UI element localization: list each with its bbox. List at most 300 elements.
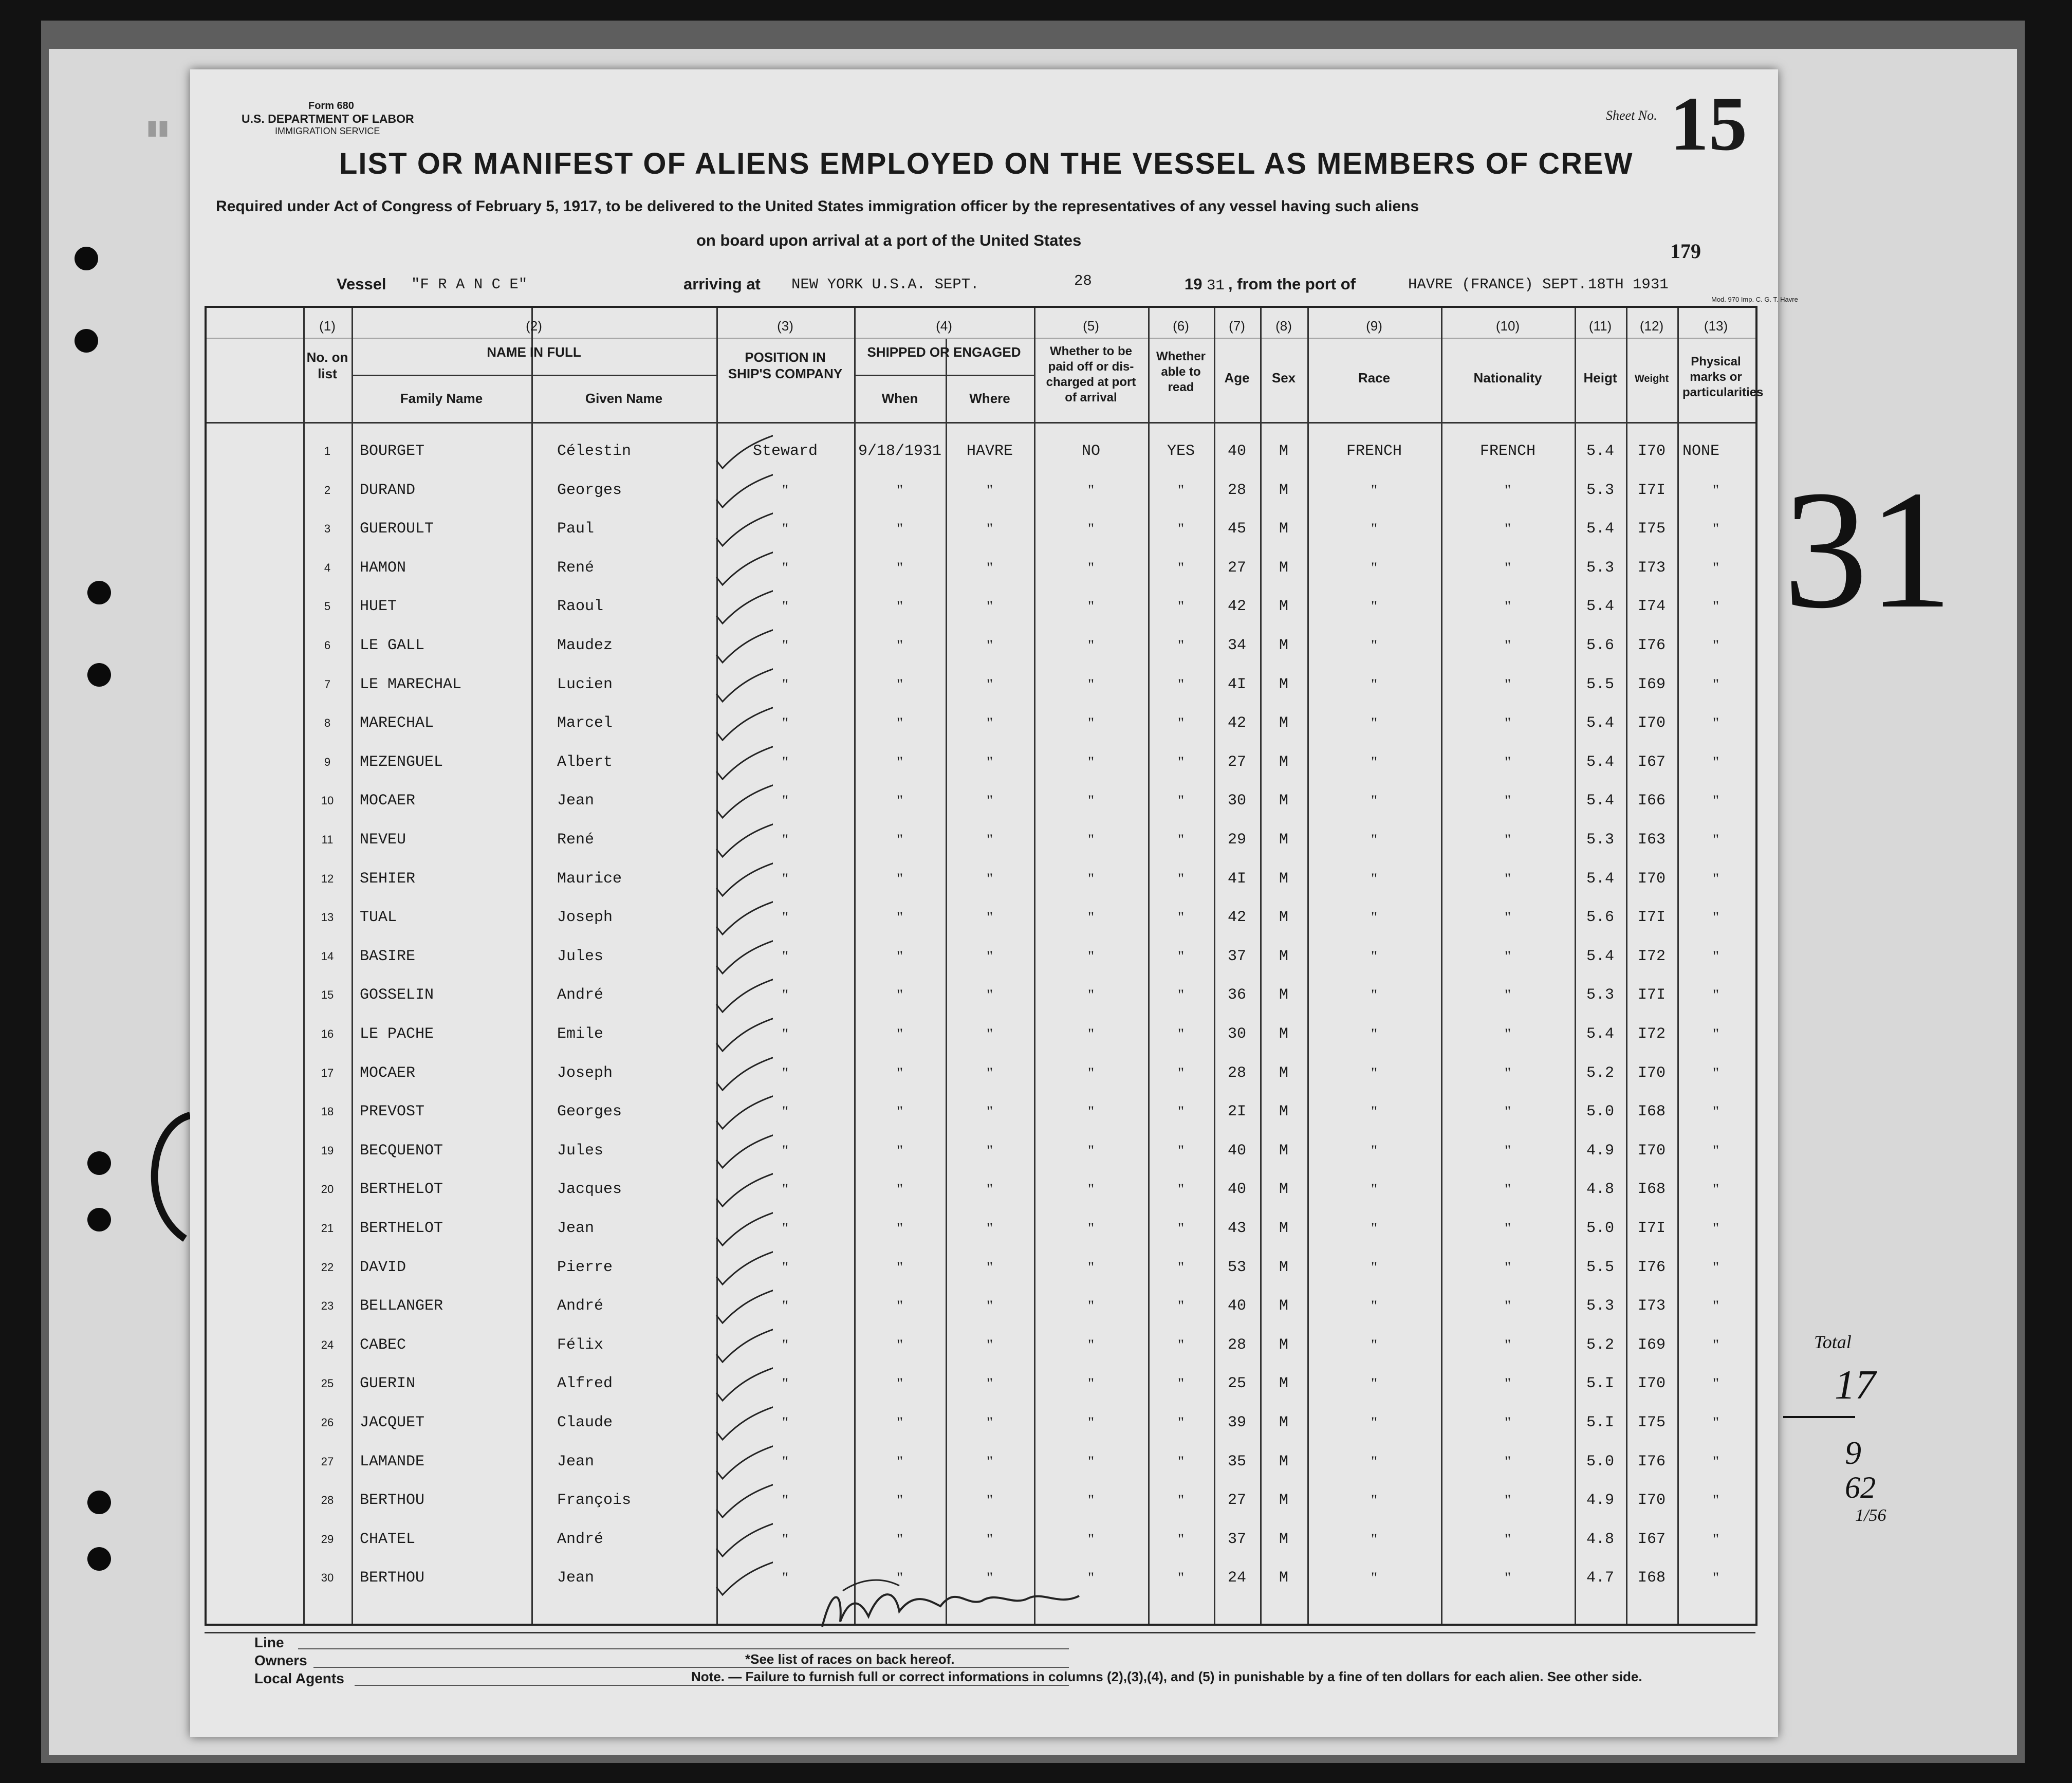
col-number-10: (10) (1495, 318, 1520, 334)
header-sex: Sex (1271, 370, 1296, 385)
ditto-mark: " (896, 1025, 903, 1042)
col-number-1: (1) (319, 318, 336, 334)
ditto-mark: " (1087, 559, 1095, 576)
ditto-mark: " (1712, 559, 1719, 576)
line-label: Line (254, 1634, 284, 1650)
height: 5.3 (1586, 559, 1614, 577)
height: 5.2 (1586, 1064, 1614, 1082)
ditto-mark: " (896, 1220, 903, 1237)
age: 34 (1227, 637, 1246, 654)
sex: M (1279, 1375, 1288, 1393)
row-number: 6 (324, 639, 331, 652)
weight: I70 (1637, 443, 1666, 460)
ditto-mark: " (1504, 1569, 1511, 1587)
check-mark (711, 1326, 773, 1367)
year-prefix: 19 (1185, 275, 1202, 293)
ditto-mark: " (782, 1336, 789, 1353)
age: 40 (1227, 1142, 1246, 1160)
height: 4.8 (1586, 1181, 1614, 1199)
check-mark (711, 1170, 773, 1211)
ditto-mark: " (1087, 598, 1095, 615)
ditto-mark: " (1504, 1142, 1511, 1159)
row-number: 3 (324, 522, 331, 536)
check-mark (711, 432, 773, 473)
sex: M (1279, 986, 1288, 1004)
family-name: GOSSELIN (360, 986, 434, 1004)
given-name: Jacques (557, 1181, 622, 1199)
ditto-mark: " (896, 1414, 903, 1431)
check-mark (711, 1015, 773, 1056)
ditto-mark: " (782, 1220, 789, 1237)
weight: I69 (1637, 1336, 1666, 1354)
ditto-mark: " (1371, 792, 1378, 810)
ditto-mark: " (1177, 1103, 1185, 1120)
given-name: René (557, 559, 595, 577)
ditto-mark: " (1087, 909, 1095, 926)
row-number: 22 (321, 1260, 334, 1274)
year-suffix: 31 (1207, 277, 1225, 294)
col-number-13: (13) (1704, 318, 1728, 334)
ditto-mark: " (986, 1453, 993, 1470)
height: 5.0 (1586, 1220, 1614, 1237)
ditto-mark: " (986, 1297, 993, 1315)
col-number-9: (9) (1366, 318, 1382, 334)
check-mark (711, 1404, 773, 1445)
ditto-mark: " (1371, 1569, 1378, 1587)
ditto-mark: " (782, 1453, 789, 1470)
sex: M (1279, 1569, 1288, 1587)
ditto-mark: " (1371, 1103, 1378, 1120)
ditto-mark: " (1177, 792, 1185, 810)
ditto-mark: " (986, 1336, 993, 1353)
ditto-mark: " (1371, 1375, 1378, 1392)
family-name: SEHIER (360, 870, 416, 888)
ditto-mark: " (1087, 1336, 1095, 1353)
ditto-mark: " (1087, 637, 1095, 654)
ditto-mark: " (1371, 1414, 1378, 1431)
ditto-mark: " (1087, 1530, 1095, 1548)
age: 2I (1227, 1103, 1246, 1121)
ditto-mark: " (1712, 1103, 1719, 1120)
sex: M (1279, 753, 1288, 771)
height: 5.3 (1586, 986, 1614, 1004)
ditto-mark: " (1712, 986, 1719, 1004)
local-agents-label: Local Agents (254, 1670, 344, 1686)
row-number: 14 (321, 949, 334, 963)
check-mark (711, 860, 773, 901)
ditto-mark: " (1504, 520, 1511, 538)
ditto-mark: " (1371, 1336, 1378, 1353)
ditto-mark: " (782, 792, 789, 810)
row-number: 1 (324, 445, 331, 457)
sex: M (1279, 675, 1288, 693)
margin-ink-curve (128, 1105, 200, 1249)
ditto-mark: " (1371, 1492, 1378, 1509)
weight: I70 (1637, 870, 1666, 888)
row-number: 30 (321, 1571, 334, 1585)
age: 4I (1227, 675, 1246, 693)
sex: M (1279, 1530, 1288, 1548)
height: 5.4 (1586, 598, 1614, 616)
ditto-mark: " (986, 675, 993, 693)
header-name-in-full: NAME IN FULL (487, 344, 581, 360)
ditto-mark: " (1087, 1569, 1095, 1587)
ditto-mark: " (782, 870, 789, 887)
ditto-mark: " (1712, 1064, 1719, 1081)
punch-hole (75, 247, 98, 270)
family-name: MOCAER (360, 792, 416, 810)
ditto-mark: " (1504, 481, 1511, 499)
sex: M (1279, 1220, 1288, 1237)
col-number-11: (11) (1588, 318, 1612, 334)
ditto-mark: " (782, 675, 789, 693)
ditto-mark: " (1177, 1297, 1185, 1315)
header-weight: Weight (1634, 373, 1669, 384)
ditto-mark: " (782, 1142, 789, 1159)
ditto-mark: " (986, 520, 993, 538)
weight: I70 (1637, 1142, 1666, 1160)
family-name: LE PACHE (360, 1025, 434, 1043)
family-name: DAVID (360, 1258, 406, 1276)
tally-2: 9 (1845, 1435, 1861, 1471)
ditto-mark: " (1177, 753, 1185, 770)
ditto-mark: " (782, 598, 789, 615)
ditto-mark: " (1087, 481, 1095, 499)
ditto-mark: " (782, 753, 789, 770)
check-mark (711, 976, 773, 1017)
sex: M (1279, 1258, 1288, 1276)
sex: M (1279, 481, 1288, 499)
age: 53 (1227, 1258, 1246, 1276)
row-number: 8 (324, 716, 331, 730)
family-name: BERTHOU (360, 1569, 425, 1587)
col-number-12: (12) (1639, 318, 1664, 334)
ditto-mark: " (896, 1258, 903, 1276)
family-name: MOCAER (360, 1064, 416, 1082)
age: 28 (1227, 481, 1246, 499)
ditto-mark: " (1177, 1414, 1185, 1431)
height: 4.8 (1586, 1530, 1614, 1548)
age: 39 (1227, 1414, 1246, 1431)
ditto-mark: " (896, 986, 903, 1004)
weight: I7I (1637, 909, 1666, 927)
requirement-line-1: Required under Act of Congress of February 5, 1917, to be delivered to the United States immigration officer by the representatives of any vessel having such aliens (216, 198, 1419, 215)
ditto-mark: " (1177, 1569, 1185, 1587)
ditto-mark: " (1504, 909, 1511, 926)
ditto-mark: " (1504, 1453, 1511, 1470)
given-name: Alfred (557, 1375, 613, 1393)
ditto-mark: " (896, 870, 903, 887)
weight: I68 (1637, 1181, 1666, 1199)
ditto-mark: " (1712, 598, 1719, 615)
sex: M (1279, 1064, 1288, 1082)
family-name: TUAL (360, 909, 397, 927)
sex: M (1279, 792, 1288, 810)
page-title: LIST OR MANIFEST OF ALIENS EMPLOYED ON THE VESSEL AS MEMBERS OF CREW (339, 147, 1634, 180)
ditto-mark: " (1712, 1414, 1719, 1431)
ditto-mark: " (1371, 947, 1378, 965)
weight: I76 (1637, 1258, 1666, 1276)
header-paid-off: Whether to be paid off or dis-charged at port of arrival (1046, 344, 1136, 405)
sex: M (1279, 714, 1288, 732)
age: 30 (1227, 1025, 1246, 1043)
ditto-mark: " (1504, 637, 1511, 654)
ditto-mark: " (1504, 1220, 1511, 1237)
ditto-mark: " (986, 598, 993, 615)
shipped-when: 9/18/1931 (858, 443, 942, 460)
header-able-read: Whether able to read (1156, 350, 1206, 394)
check-mark (711, 1559, 773, 1600)
penalty-note: Note. — Failure to furnish full or correct informations in columns (2),(3),(4), and (5) in punishable by a fine of ten dollars for each alien. See other side. (691, 1669, 1642, 1684)
row-number: 11 (321, 833, 334, 846)
weight: I73 (1637, 1297, 1666, 1315)
weight: I63 (1637, 831, 1666, 849)
sex: M (1279, 559, 1288, 577)
sex: M (1279, 443, 1288, 460)
ditto-mark: " (1712, 1297, 1719, 1315)
weight: I72 (1637, 947, 1666, 965)
ditto-mark: " (1087, 986, 1095, 1004)
ditto-mark: " (986, 1064, 993, 1081)
given-name: Jean (557, 1453, 595, 1470)
ditto-mark: " (1177, 1258, 1185, 1276)
height: 5.I (1586, 1414, 1614, 1431)
height: 5.6 (1586, 637, 1614, 654)
age: 4I (1227, 870, 1246, 888)
ditto-mark: " (782, 1258, 789, 1276)
row-number: 27 (321, 1455, 334, 1468)
sex: M (1279, 637, 1288, 654)
ditto-mark: " (1087, 1375, 1095, 1392)
weight: I67 (1637, 1530, 1666, 1548)
ditto-mark: " (1504, 1375, 1511, 1392)
check-mark (711, 666, 773, 707)
given-name: Jean (557, 1220, 595, 1237)
sex: M (1279, 1142, 1288, 1160)
ditto-mark: " (896, 1181, 903, 1198)
ditto-mark: " (896, 1336, 903, 1353)
ditto-mark: " (896, 481, 903, 499)
punch-hole (87, 1547, 111, 1571)
row-number: 29 (321, 1532, 334, 1546)
tally-1: 17 (1835, 1363, 1876, 1408)
given-name: Albert (557, 753, 613, 771)
row-number: 9 (324, 755, 331, 768)
ditto-mark: " (1087, 1258, 1095, 1276)
ditto-mark: " (782, 559, 789, 576)
age: 37 (1227, 1530, 1246, 1548)
race: FRENCH (1346, 443, 1402, 460)
given-name: Jules (557, 947, 604, 965)
weight: I7I (1637, 986, 1666, 1004)
sheet-number: 15 (1670, 81, 1747, 167)
ditto-mark: " (986, 559, 993, 576)
check-mark (711, 510, 773, 551)
row-number: 20 (321, 1183, 334, 1196)
ditto-mark: " (1504, 792, 1511, 810)
check-mark (711, 1481, 773, 1522)
weight: I73 (1637, 559, 1666, 577)
ditto-mark: " (986, 637, 993, 654)
punch-hole (87, 1151, 111, 1175)
check-mark (711, 1443, 773, 1484)
ditto-mark: " (1177, 1064, 1185, 1081)
given-name: Georges (557, 481, 622, 499)
row-number: 26 (321, 1416, 334, 1429)
ditto-mark: " (782, 1530, 789, 1548)
check-mark (711, 938, 773, 979)
ditto-mark: " (782, 520, 789, 538)
ditto-mark: " (1087, 792, 1095, 810)
age: 27 (1227, 1492, 1246, 1510)
ditto-mark: " (1712, 1375, 1719, 1392)
check-mark (711, 898, 773, 940)
ditto-mark: " (1177, 1375, 1185, 1392)
punch-hole (87, 1208, 111, 1231)
check-mark (711, 704, 773, 745)
sex: M (1279, 520, 1288, 538)
age: 42 (1227, 714, 1246, 732)
ditto-mark: " (1504, 598, 1511, 615)
department-name: U.S. DEPARTMENT OF LABOR (242, 112, 414, 125)
ditto-mark: " (986, 1220, 993, 1237)
ditto-mark: " (1712, 714, 1719, 732)
ditto-mark: " (986, 714, 993, 732)
age: 35 (1227, 1453, 1246, 1470)
ditto-mark: " (1371, 986, 1378, 1004)
check-mark (711, 627, 773, 668)
ditto-mark: " (1712, 520, 1719, 538)
ditto-mark: " (1087, 1064, 1095, 1081)
row-number: 21 (321, 1222, 334, 1235)
ditto-mark: " (1712, 909, 1719, 926)
sex: M (1279, 1025, 1288, 1043)
from-port-label: , from the port of (1228, 275, 1356, 293)
height: 5.4 (1586, 947, 1614, 965)
check-mark (711, 1054, 773, 1095)
age: 27 (1227, 753, 1246, 771)
ditto-mark: " (896, 1492, 903, 1509)
family-name: PREVOST (360, 1103, 425, 1121)
height: 5.4 (1586, 1025, 1614, 1043)
ditto-mark: " (896, 559, 903, 576)
given-name: Emile (557, 1025, 604, 1043)
ditto-mark: " (782, 637, 789, 654)
ditto-mark: " (1087, 1142, 1095, 1159)
sex: M (1279, 1414, 1288, 1431)
ditto-mark: " (896, 714, 903, 732)
ditto-mark: " (782, 1297, 789, 1315)
ditto-mark: " (1504, 714, 1511, 732)
weight: I68 (1637, 1569, 1666, 1587)
from-date: 18TH 1931 (1588, 276, 1669, 293)
col-number-8: (8) (1275, 318, 1292, 334)
header-when: When (881, 391, 918, 406)
row-number: 18 (321, 1105, 334, 1118)
ditto-mark: " (896, 1064, 903, 1081)
ditto-mark: " (896, 1375, 903, 1392)
ditto-mark: " (1504, 559, 1511, 576)
row-number: 15 (321, 988, 334, 1002)
ditto-mark: " (1712, 831, 1719, 848)
row-number: 10 (321, 794, 334, 807)
ditto-mark: " (1177, 870, 1185, 887)
age: 45 (1227, 520, 1246, 538)
ditto-mark: " (1177, 598, 1185, 615)
ditto-mark: " (1371, 481, 1378, 499)
ditto-mark: " (1504, 1258, 1511, 1276)
weight: I72 (1637, 1025, 1666, 1043)
sex: M (1279, 1492, 1288, 1510)
ditto-mark: " (1371, 1025, 1378, 1042)
ditto-mark: " (1371, 559, 1378, 576)
form-number: Form 680 (308, 100, 354, 112)
ditto-mark: " (1177, 714, 1185, 732)
given-name: Joseph (557, 909, 613, 927)
punch-hole (87, 663, 111, 687)
given-name: Pierre (557, 1258, 613, 1276)
given-name: Lucien (557, 675, 613, 693)
height: 5.0 (1586, 1103, 1614, 1121)
ditto-mark: " (1371, 714, 1378, 732)
from-port: HAVRE (FRANCE) SEPT. (1408, 276, 1587, 293)
ditto-mark: " (1087, 753, 1095, 770)
height: 5.5 (1586, 1258, 1614, 1276)
ditto-mark: " (986, 1530, 993, 1548)
weight: I68 (1637, 1103, 1666, 1121)
ditto-mark: " (1087, 675, 1095, 693)
arriving-day: 28 (1074, 272, 1092, 289)
age: 29 (1227, 831, 1246, 849)
ditto-mark: " (1712, 481, 1719, 499)
punch-hole (75, 329, 98, 353)
ditto-mark: " (1177, 1453, 1185, 1470)
ditto-mark: " (986, 1414, 993, 1431)
ditto-mark: " (986, 1181, 993, 1198)
row-number: 17 (321, 1066, 334, 1079)
ditto-mark: " (1712, 753, 1719, 770)
ditto-mark: " (896, 792, 903, 810)
row-number: 7 (324, 677, 331, 691)
age: 42 (1227, 909, 1246, 927)
weight: I74 (1637, 598, 1666, 616)
ditto-mark: " (1177, 1220, 1185, 1237)
ditto-mark: " (1087, 520, 1095, 538)
ditto-mark: " (1712, 675, 1719, 693)
sex: M (1279, 1336, 1288, 1354)
ditto-mark: " (1504, 986, 1511, 1004)
family-name: GUERIN (360, 1375, 416, 1393)
ditto-mark: " (1712, 637, 1719, 654)
given-name: Maurice (557, 870, 622, 888)
ditto-mark: " (1504, 947, 1511, 965)
ditto-mark: " (1177, 986, 1185, 1004)
age: 28 (1227, 1064, 1246, 1082)
weight: I70 (1637, 714, 1666, 732)
family-name: BASIRE (360, 947, 416, 965)
header-family-name: Family Name (400, 391, 483, 406)
header-nationality: Nationality (1473, 370, 1542, 385)
given-name: André (557, 1530, 604, 1548)
height: 5.2 (1586, 1336, 1614, 1354)
family-name: HUET (360, 598, 397, 616)
ditto-mark: " (1371, 1258, 1378, 1276)
ditto-mark: " (1177, 1336, 1185, 1353)
height: 4.9 (1586, 1492, 1614, 1510)
ditto-mark: " (1177, 481, 1185, 499)
ditto-mark: " (896, 1142, 903, 1159)
ditto-mark: " (1712, 1453, 1719, 1470)
